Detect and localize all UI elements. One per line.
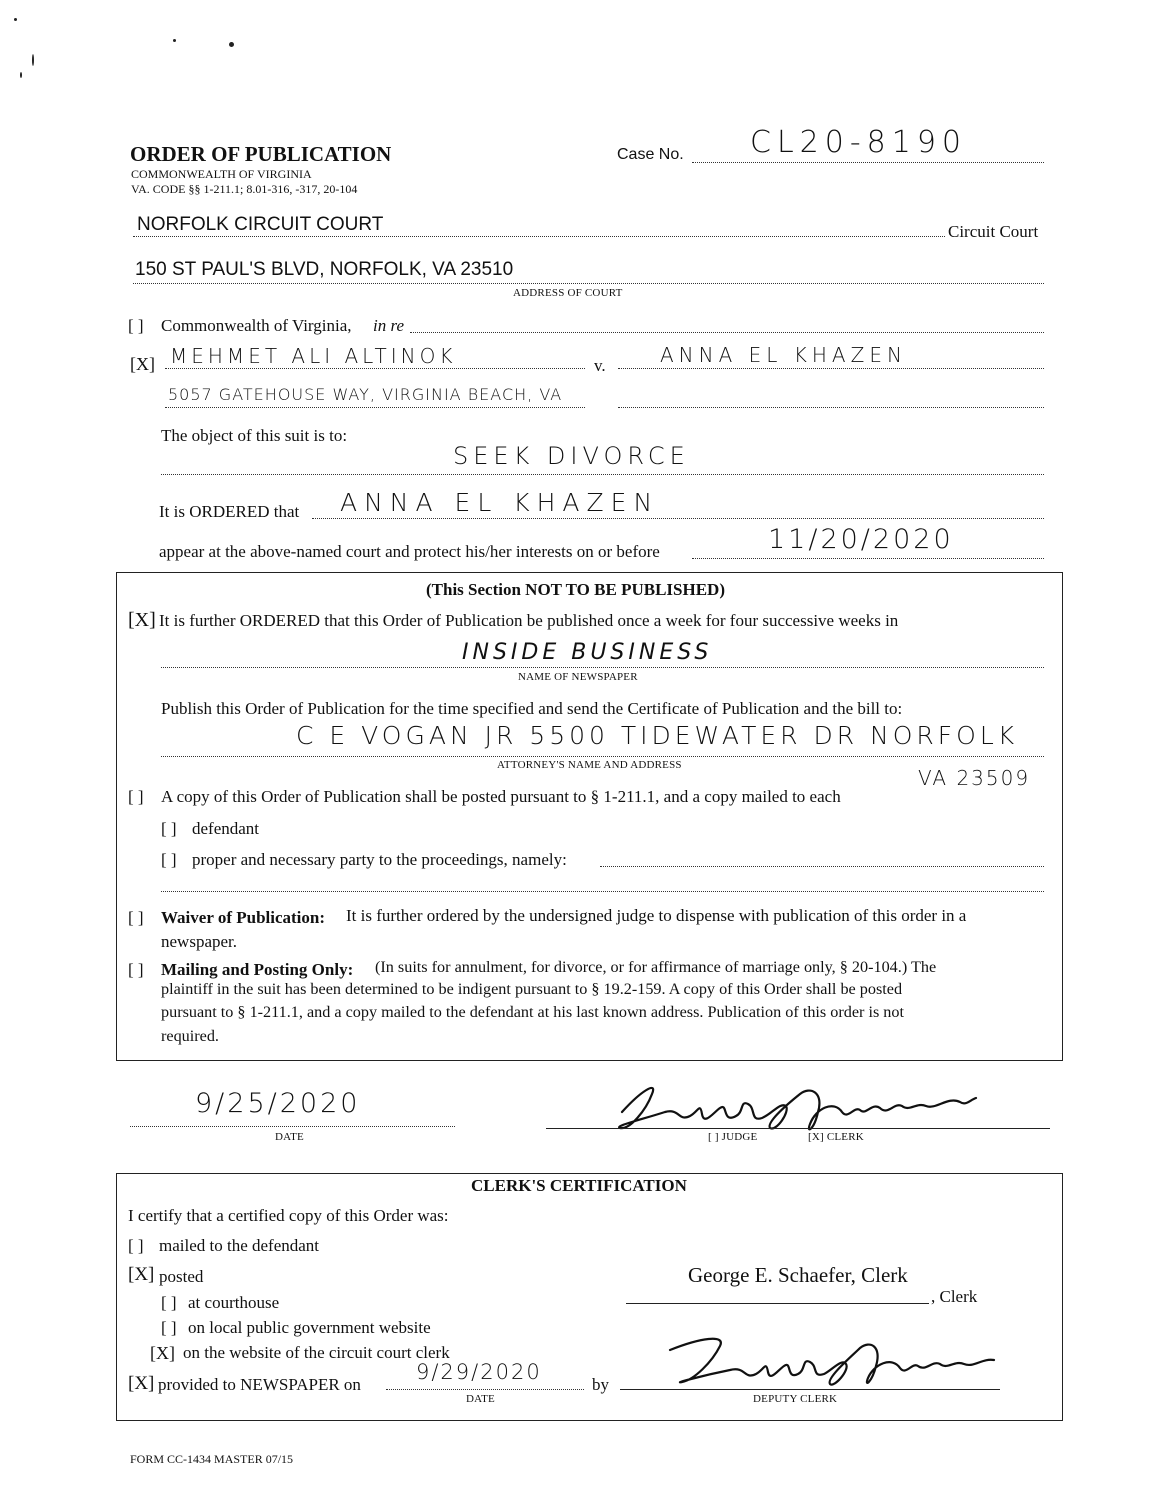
scan-speck (173, 39, 176, 42)
scan-speck (20, 72, 22, 78)
posted-label: posted (159, 1267, 204, 1286)
mailed-checkbox[interactable]: [ ] (128, 1236, 144, 1255)
defendant-name: ANNA EL KHAZEN (660, 343, 907, 367)
party-option-label: proper and necessary party to the proceedings, namely: (192, 850, 567, 869)
posted-checkbox[interactable]: [X] (128, 1264, 155, 1285)
plaintiff-line (165, 368, 585, 369)
versus-label: v. (594, 356, 606, 375)
court-name: NORFOLK CIRCUIT COURT (137, 214, 384, 235)
form-id: FORM CC-1434 MASTER 07/15 (130, 1452, 294, 1466)
newspaper-checkbox[interactable]: [X] (128, 1373, 155, 1394)
clerk-signature (610, 1072, 980, 1152)
newspaper-caption: NAME OF NEWSPAPER (518, 671, 638, 683)
waiver-checkbox[interactable]: [ ] (128, 908, 144, 927)
attorney-info: C E VOGAN JR 5500 TIDEWATER DR NORFOLK (296, 721, 1019, 750)
plaintiff-name: MEHMET ALI ALTINOK (170, 344, 457, 368)
clerk-name: George E. Schaefer, Clerk (688, 1263, 908, 1287)
scan-speck (229, 42, 234, 47)
case-number: CL20-8190 (750, 125, 968, 160)
ordered-party: ANNA EL KHAZEN (340, 488, 660, 517)
deputy-caption: DEPUTY CLERK (753, 1393, 838, 1405)
defendant-checkbox[interactable]: [ ] (161, 819, 177, 838)
clerk-suffix: , Clerk (931, 1287, 978, 1306)
in-re-label: in re (373, 316, 405, 335)
address-caption: ADDRESS OF COURT (513, 287, 623, 299)
mailing-checkbox[interactable]: [ ] (128, 960, 144, 979)
clerk-name-line (626, 1303, 929, 1304)
mailed-label: mailed to the defendant (159, 1236, 320, 1255)
deputy-clerk-signature (660, 1330, 1000, 1394)
clerk-site-checkbox[interactable]: [X] (150, 1343, 175, 1363)
party-namely-line-2 (161, 891, 1044, 892)
waiver-text-1: It is further ordered by the undersigned judge to dispense with publication of this order in a (346, 906, 967, 925)
judge-option[interactable]: [ ] JUDGE (708, 1131, 758, 1143)
object-line (161, 474, 1044, 475)
publish-text: Publish this Order of Publication for the time specified and send the Certificate of Publication and the bill to: (161, 699, 903, 718)
gov-site-label: on local public government website (188, 1318, 431, 1337)
provided-date-caption: DATE (466, 1393, 495, 1405)
waiver-text-2: newspaper. (161, 932, 238, 951)
commonwealth-label: Commonwealth of Virginia, (161, 316, 352, 335)
commonwealth-checkbox[interactable]: [ ] (128, 316, 144, 335)
attorney-info-cont: VA 23509 (918, 766, 1031, 790)
defendant-line (618, 368, 1044, 369)
court-address-line (133, 283, 1044, 284)
appear-label: appear at the above-named court and protect his/her interests on or before (159, 542, 660, 561)
copy-text: A copy of this Order of Publication shall be posted pursuant to § 1-211.1, and a copy mailed to each (161, 787, 841, 806)
plaintiff-address-line (165, 407, 585, 408)
certification-heading: CLERK'S CERTIFICATION (471, 1176, 687, 1195)
case-number-line (692, 162, 1044, 163)
signature-line (546, 1128, 1050, 1129)
ordered-label: It is ORDERED that (159, 502, 300, 521)
clerk-option[interactable]: [X] CLERK (808, 1131, 864, 1143)
certification-intro: I certify that a certified copy of this Order was: (128, 1206, 449, 1225)
mailing-text-4: required. (161, 1027, 219, 1045)
gov-site-checkbox[interactable]: [ ] (161, 1318, 177, 1337)
defendant-address-line (618, 407, 1044, 408)
mailing-text-1: (In suits for annulment, for divorce, or for affirmance of marriage only, § 20-104.) The (375, 958, 937, 976)
court-suffix: Circuit Court (948, 222, 1039, 241)
newspaper-label: provided to NEWSPAPER on (158, 1375, 361, 1394)
party-option-checkbox[interactable]: [ ] (161, 850, 177, 869)
scan-speck (14, 18, 17, 21)
party-checkbox[interactable]: [X] (130, 354, 155, 374)
in-re-line (410, 332, 1044, 333)
defendant-label: defendant (192, 819, 260, 838)
order-date: 9/25/2020 (195, 1088, 361, 1119)
mailing-text-2: plaintiff in the suit has been determined to be indigent pursuant to § 19.2-159. A copy of this Order shall be posted (161, 980, 903, 998)
courthouse-checkbox[interactable]: [ ] (161, 1293, 177, 1312)
plaintiff-address: 5057 GATEHOUSE WAY, VIRGINIA BEACH, VA (168, 385, 563, 404)
courthouse-label: at courthouse (188, 1293, 280, 1312)
party-namely-line (600, 866, 1044, 867)
by-label: by (592, 1375, 609, 1394)
court-address: 150 ST PAUL'S BLVD, NORFOLK, VA 23510 (135, 259, 514, 280)
provided-date: 9/29/2020 (416, 1360, 542, 1384)
form-title: ORDER OF PUBLICATION (130, 142, 392, 166)
attorney-line (161, 756, 1044, 757)
waiver-title: Waiver of Publication: (161, 908, 326, 927)
object-label: The object of this suit is to: (161, 426, 348, 445)
appear-date: 11/20/2020 (768, 524, 954, 555)
ordered-line (312, 518, 1044, 519)
further-checkbox[interactable]: [X] (128, 609, 156, 631)
mailing-title: Mailing and Posting Only: (161, 960, 354, 979)
case-label: Case No. (617, 146, 684, 163)
deputy-signature-line (620, 1389, 1000, 1390)
order-date-line (130, 1126, 455, 1127)
further-ordered-text: It is further ORDERED that this Order of Publication be published once a week for four successive weeks in (159, 611, 899, 630)
court-name-line (133, 236, 945, 237)
statute-code: VA. CODE §§ 1-211.1; 8.01-316, -317, 20-104 (131, 182, 358, 196)
order-date-caption: DATE (275, 1131, 304, 1143)
newspaper-name: INSIDE BUSINESS (462, 640, 713, 665)
mailing-text-3: pursuant to § 1-211.1, and a copy mailed to the defendant at his last known address. Publication of this order is not (161, 1003, 904, 1021)
suit-object: SEEK DIVORCE (453, 442, 690, 470)
appear-line (692, 558, 1044, 559)
attorney-caption: ATTORNEY'S NAME AND ADDRESS (497, 759, 682, 771)
provided-date-line (386, 1389, 584, 1390)
scan-speck (32, 54, 34, 66)
newspaper-line (161, 667, 1044, 668)
copy-checkbox[interactable]: [ ] (128, 787, 144, 806)
clerk-site-label: on the website of the circuit court clerk (183, 1343, 450, 1362)
not-published-heading: (This Section NOT TO BE PUBLISHED) (426, 580, 725, 599)
jurisdiction: COMMONWEALTH OF VIRGINIA (131, 167, 312, 181)
